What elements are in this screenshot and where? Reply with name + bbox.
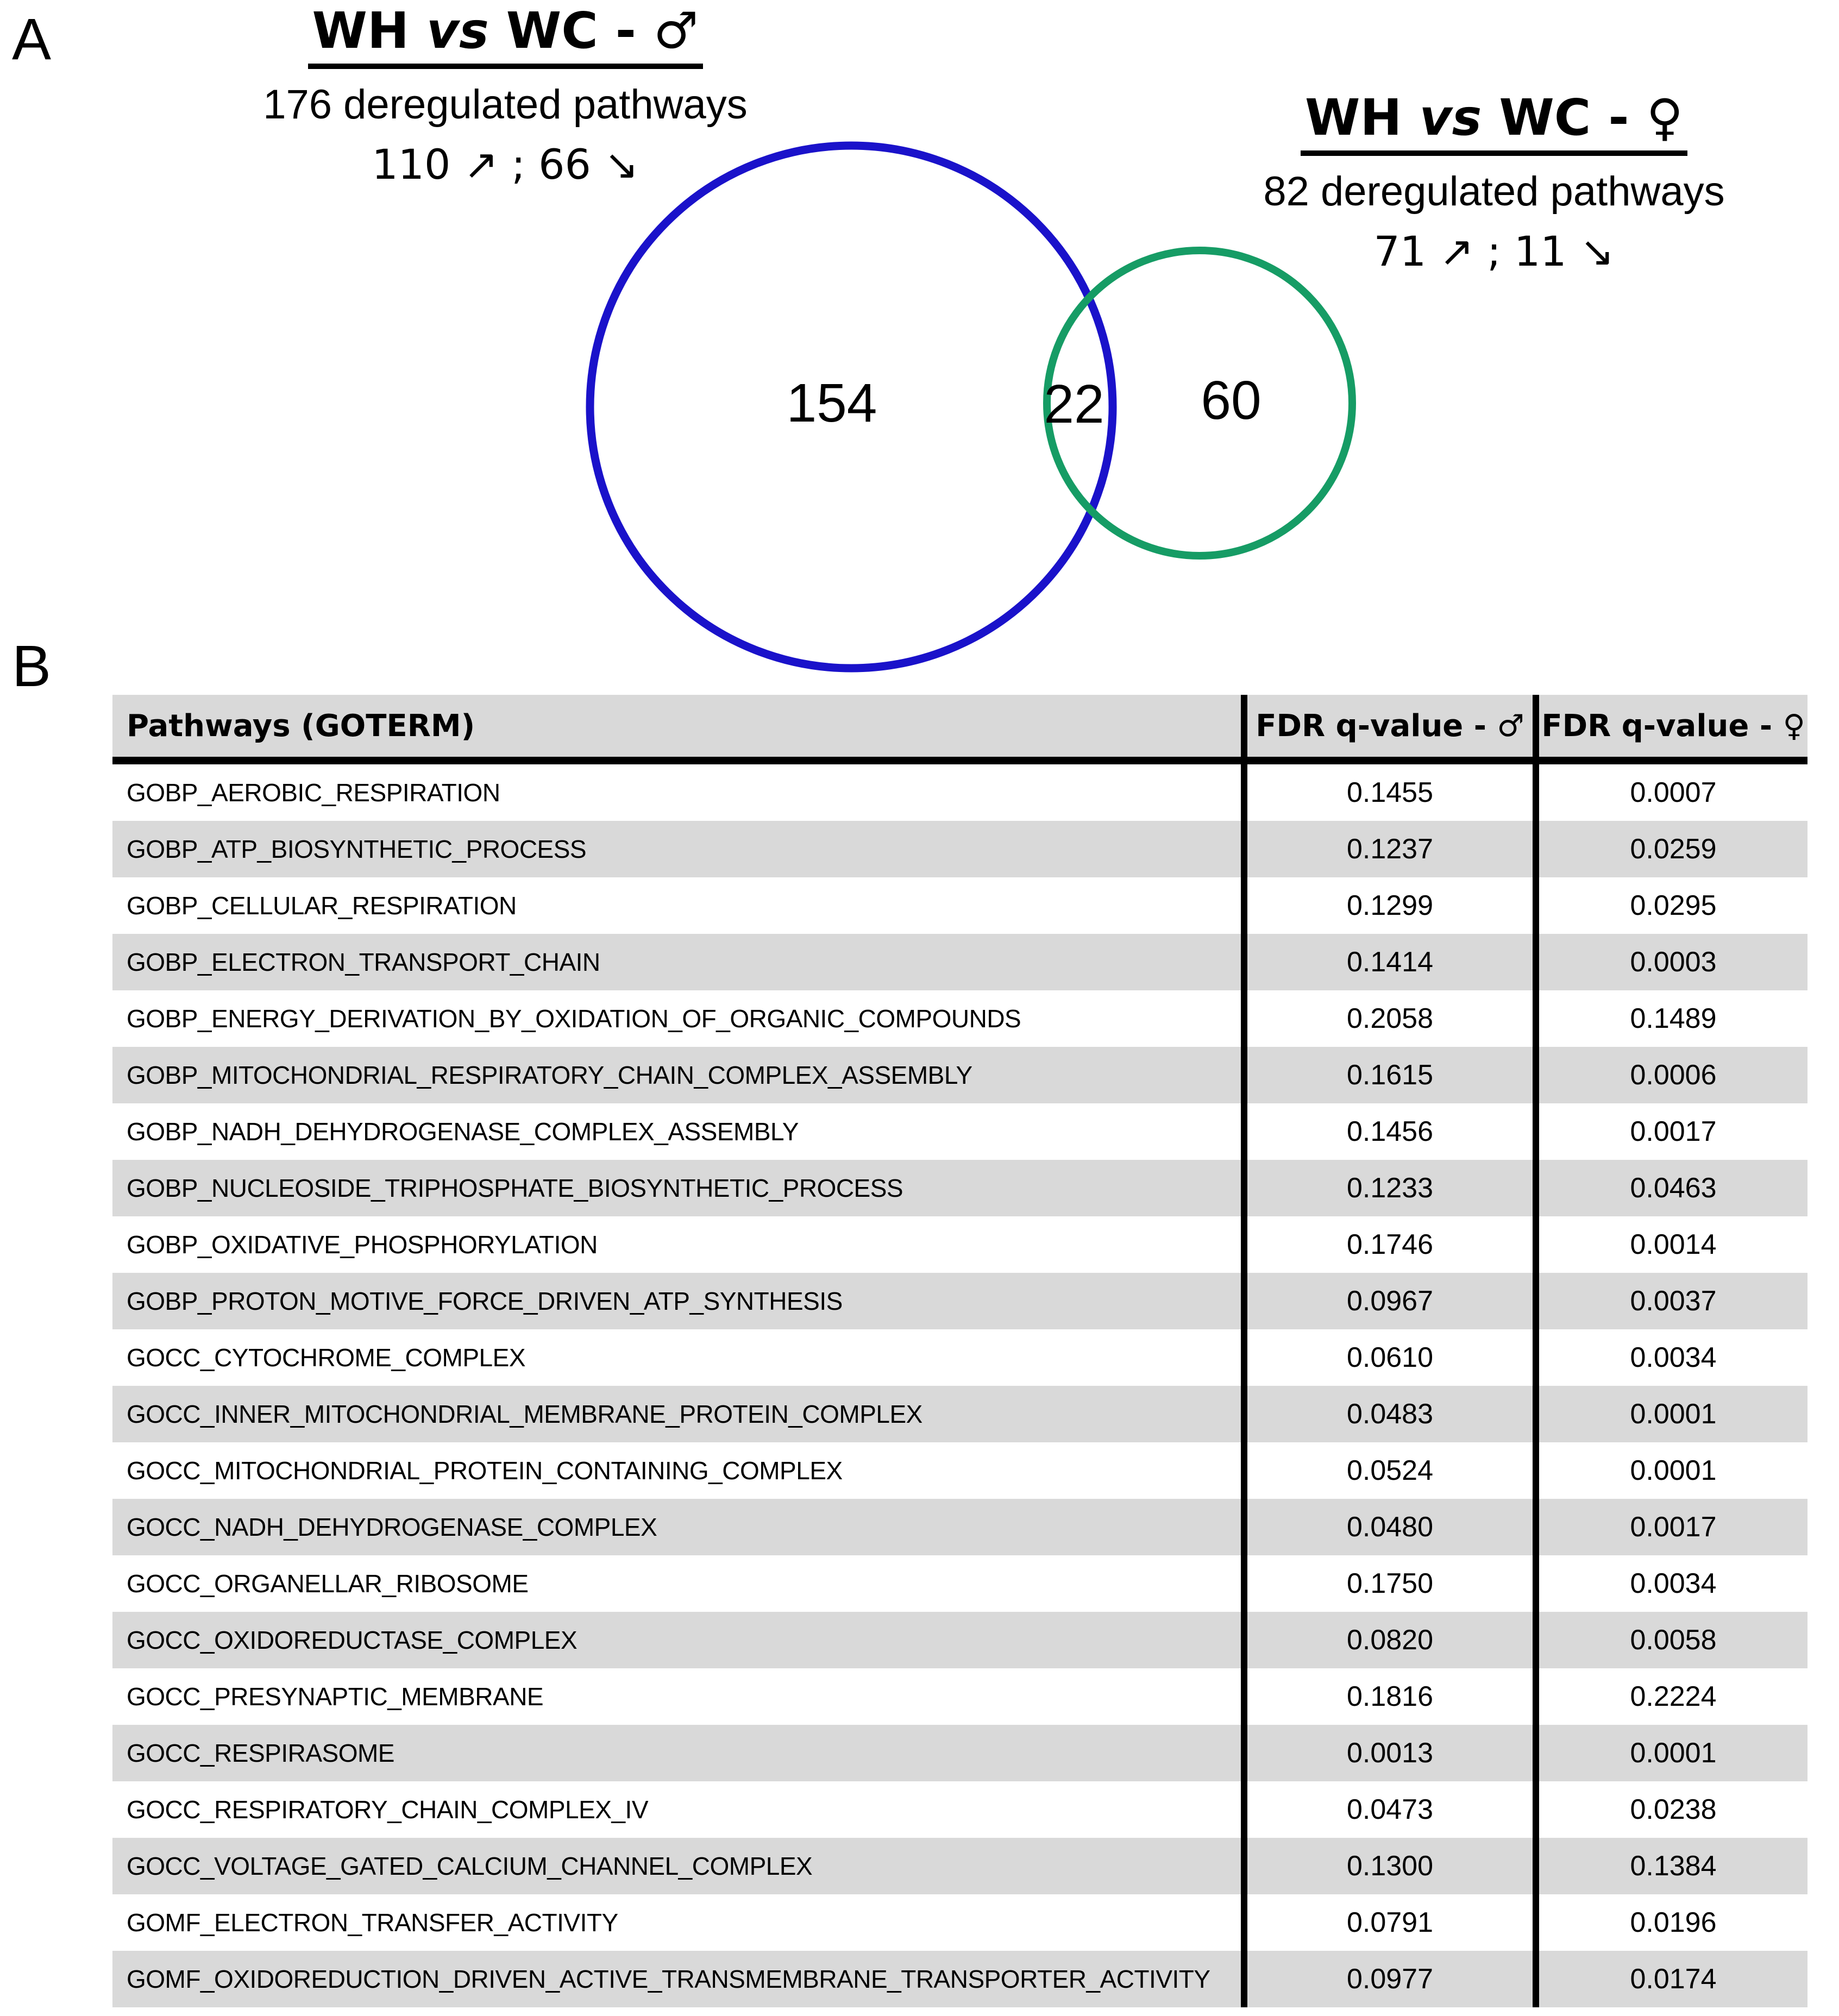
pathway-name-cell: GOCC_VOLTAGE_GATED_CALCIUM_CHANNEL_COMPLEX [127,1852,813,1880]
fdr-female-cell: 0.1384 [1536,1838,1807,1894]
fdr-male-cell: 0.0820 [1244,1612,1536,1668]
table-row [112,934,1807,990]
male-set-subtitle: 176 deregulated pathways [263,81,748,128]
fdr-male-cell: 0.1750 [1244,1555,1536,1612]
fdr-female-cell: 0.0174 [1536,1951,1807,2007]
fdr-female-cell: 0.0295 [1536,877,1807,934]
female-title-vs: vs [1419,89,1482,147]
fdr-male-cell: 0.0610 [1244,1329,1536,1386]
fdr-female-cell: 0.0006 [1536,1047,1807,1103]
table-row [112,1103,1807,1160]
pathway-name-cell: GOCC_INNER_MITOCHONDRIAL_MEMBRANE_PROTEIN_COMPLEX [127,1400,922,1428]
table-row [112,1838,1807,1894]
table-row [112,1894,1807,1951]
male-title-part1: WH [312,2,427,60]
pathway-name-cell: GOBP_CELLULAR_RESPIRATION [127,891,517,920]
male-title-vs: vs [426,2,489,60]
pathways-table-body [112,761,1807,2007]
table-row [112,821,1807,877]
panel-b-label: B [12,633,52,699]
pathway-name-cell: GOCC_OXIDOREDUCTASE_COMPLEX [127,1626,578,1654]
table-row [112,1951,1807,2007]
pathway-name-cell: GOBP_ELECTRON_TRANSPORT_CHAIN [127,948,600,976]
fdr-male-cell: 0.0013 [1244,1725,1536,1781]
female-set-regulation: 71 ↗ ; 11 ↘ [1373,227,1615,275]
pathway-name-cell: GOMF_ELECTRON_TRANSFER_ACTIVITY [127,1908,618,1937]
fdr-male-cell: 0.1455 [1244,761,1536,821]
pathway-name-cell: GOBP_ATP_BIOSYNTHETIC_PROCESS [127,835,587,863]
female-set-subtitle: 82 deregulated pathways [1263,168,1725,215]
fdr-male-cell: 0.0480 [1244,1499,1536,1555]
fdr-female-cell: 0.1489 [1536,990,1807,1047]
fdr-male-cell: 0.0977 [1244,1951,1536,2007]
fdr-female-cell: 0.0001 [1536,1725,1807,1781]
fdr-male-cell: 0.2058 [1244,990,1536,1047]
table-row [112,990,1807,1047]
panel-a-label: A [12,6,52,72]
header-fdr-female: FDR q-value - ♀ [1536,695,1807,761]
pathway-name-cell: GOCC_RESPIRATORY_CHAIN_COMPLEX_IV [127,1795,649,1824]
fdr-female-cell: 0.0238 [1536,1781,1807,1838]
pathway-name-cell: GOCC_ORGANELLAR_RIBOSOME [127,1569,529,1598]
table-row [112,1216,1807,1273]
pathway-name-cell: GOCC_RESPIRASOME [127,1739,394,1767]
fdr-female-cell: 0.0001 [1536,1442,1807,1499]
pathway-name-cell: GOBP_AEROBIC_RESPIRATION [127,778,500,807]
fdr-male-cell: 0.1237 [1244,821,1536,877]
fdr-female-cell: 0.0014 [1536,1216,1807,1273]
fdr-female-cell: 0.0003 [1536,934,1807,990]
pathway-name-cell: GOBP_PROTON_MOTIVE_FORCE_DRIVEN_ATP_SYNTHESIS [127,1287,843,1315]
pathway-name-cell: GOCC_NADH_DEHYDROGENASE_COMPLEX [127,1513,657,1541]
pathway-name-cell: GOCC_MITOCHONDRIAL_PROTEIN_CONTAINING_COMPLEX [127,1456,843,1485]
fdr-female-cell: 0.0017 [1536,1499,1807,1555]
table-row [112,1047,1807,1103]
header-pathways: Pathways (GOTERM) [112,695,1244,761]
fdr-male-cell: 0.0473 [1244,1781,1536,1838]
fdr-female-cell: 0.2224 [1536,1668,1807,1725]
table-row [112,1668,1807,1725]
pathway-name-cell: GOMF_OXIDOREDUCTION_DRIVEN_ACTIVE_TRANSMEMBRANE_TRANSPORTER_ACTIVITY [127,1965,1210,1993]
table-row [112,1273,1807,1329]
fdr-male-cell: 0.1456 [1244,1103,1536,1160]
pathway-name-cell: GOBP_NUCLEOSIDE_TRIPHOSPHATE_BIOSYNTHETIC_PROCESS [127,1174,903,1202]
fdr-female-cell: 0.0259 [1536,821,1807,877]
table-row [112,1725,1807,1781]
female-unique-count: 60 [1201,370,1261,431]
male-title-part2: WC - ♂ [488,2,699,60]
pathway-name-cell: GOBP_OXIDATIVE_PHOSPHORYLATION [127,1230,598,1259]
header-fdr-male: FDR q-value - ♂ [1244,695,1536,761]
fdr-female-cell: 0.0034 [1536,1555,1807,1612]
table-row [112,1329,1807,1386]
table-row [112,1386,1807,1442]
fdr-female-cell: 0.0007 [1536,761,1807,821]
male-set-regulation: 110 ↗ ; 66 ↘ [372,140,639,189]
fdr-male-cell: 0.0791 [1244,1894,1536,1951]
fdr-male-cell: 0.0483 [1244,1386,1536,1442]
fdr-female-cell: 0.0037 [1536,1273,1807,1329]
pathways-table [112,695,1807,2007]
fdr-male-cell: 0.1414 [1244,934,1536,990]
fdr-male-cell: 0.1299 [1244,877,1536,934]
fdr-male-cell: 0.0967 [1244,1273,1536,1329]
fdr-female-cell: 0.0058 [1536,1612,1807,1668]
pathway-name-cell: GOBP_MITOCHONDRIAL_RESPIRATORY_CHAIN_COMPLEX_ASSEMBLY [127,1061,972,1089]
table-header-row [112,695,1807,761]
fdr-female-cell: 0.0196 [1536,1894,1807,1951]
fdr-male-cell: 0.1615 [1244,1047,1536,1103]
fdr-male-cell: 0.1746 [1244,1216,1536,1273]
table-row [112,1612,1807,1668]
fdr-female-cell: 0.0034 [1536,1329,1807,1386]
fdr-female-cell: 0.0001 [1536,1386,1807,1442]
pathway-name-cell: GOCC_PRESYNAPTIC_MEMBRANE [127,1682,544,1711]
female-title-part2: WC - ♀ [1482,89,1683,147]
pathways-table-wrap [112,695,1807,2007]
venn-diagram [0,0,1839,706]
table-row [112,761,1807,821]
table-row [112,877,1807,934]
table-row [112,1781,1807,1838]
fdr-male-cell: 0.1233 [1244,1160,1536,1216]
fdr-male-cell: 0.0524 [1244,1442,1536,1499]
table-row [112,1499,1807,1555]
fdr-male-cell: 0.1300 [1244,1838,1536,1894]
table-row [112,1555,1807,1612]
table-row [112,1160,1807,1216]
male-unique-count: 154 [786,373,877,434]
pathway-name-cell: GOCC_CYTOCHROME_COMPLEX [127,1343,526,1372]
female-title-part1: WH [1305,89,1420,147]
table-row [112,1442,1807,1499]
overlap-count: 22 [1044,374,1104,435]
fdr-male-cell: 0.1816 [1244,1668,1536,1725]
pathway-name-cell: GOBP_NADH_DEHYDROGENASE_COMPLEX_ASSEMBLY [127,1117,799,1146]
fdr-female-cell: 0.0017 [1536,1103,1807,1160]
fdr-female-cell: 0.0463 [1536,1160,1807,1216]
pathway-name-cell: GOBP_ENERGY_DERIVATION_BY_OXIDATION_OF_ORGANIC_COMPOUNDS [127,1004,1021,1033]
